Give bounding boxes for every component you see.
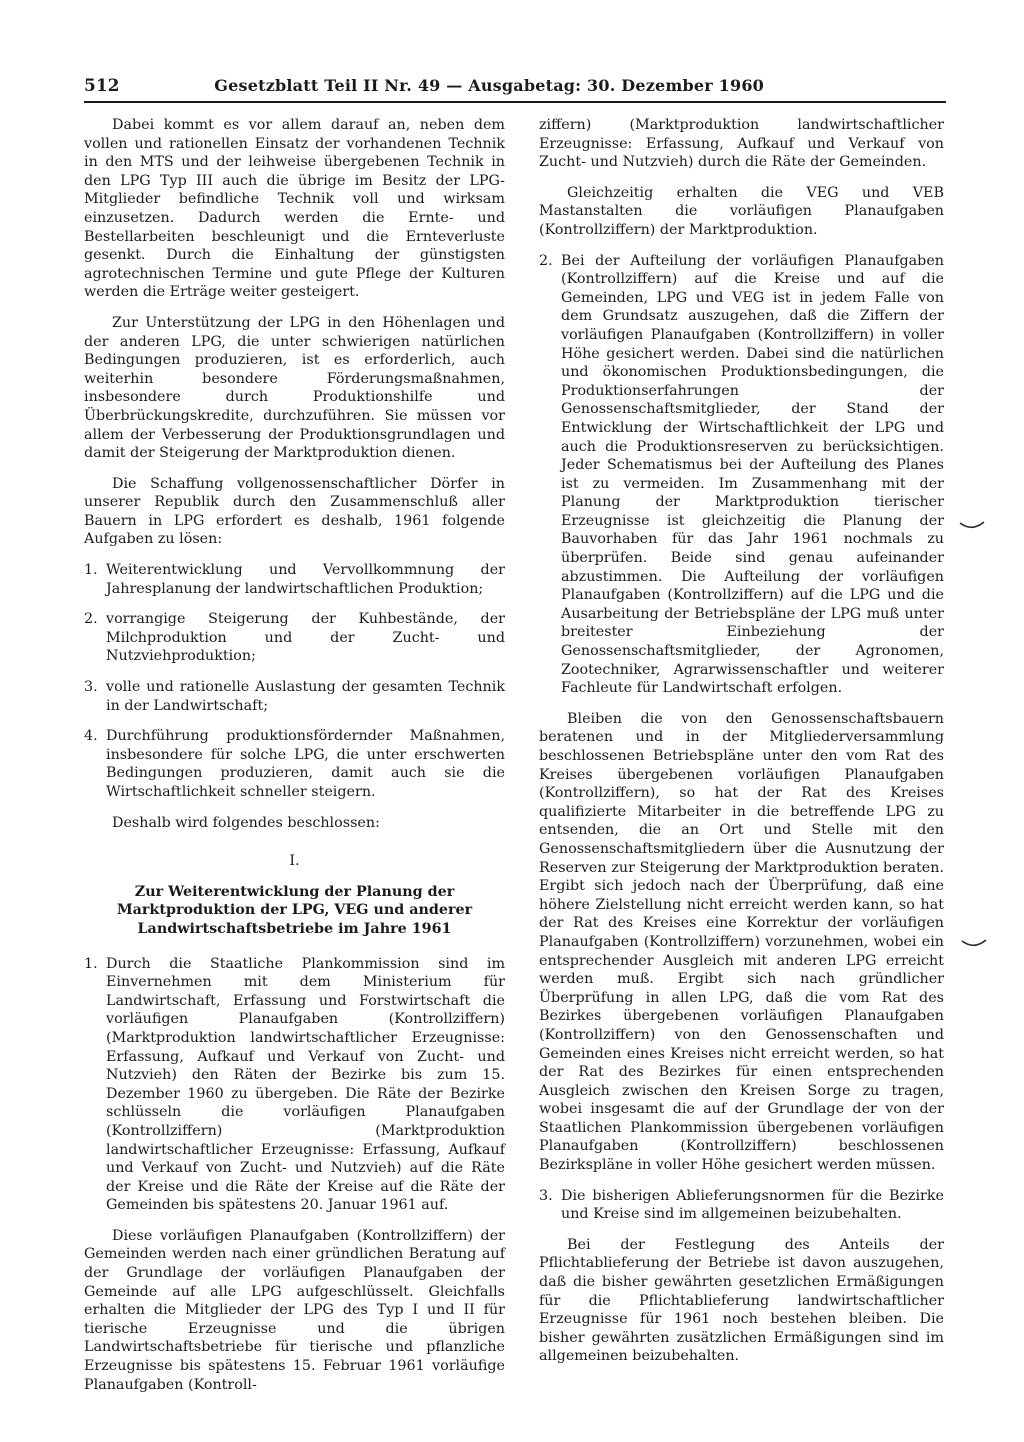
- section-heading: Zur Weiterentwicklung der Planung der Marktproduktion der LPG, VEG und anderer Landwirtschaftsbetriebe im Jahre 1961: [116, 883, 473, 937]
- provision-text: Bei der Aufteilung der vorläufigen Planaufgaben (Kontrollziffern) auf die Kreise und auf die Gemeinden, LPG und VEG ist in jedem Falle von dem Grundsatz auszugehen, daß die Ziffern der vorläufigen Planaufgaben (Kontrollziffern) in voller Höhe gesichert werden. Dabei sind die natürlichen und ökonomischen Produktionsbedingungen, die Produktionserfahrungen der Genossenschaftsmitglieder, der Stand der Entwicklung der Wirtschaftlichkeit der LPG und auch die Produktionsreserven zu berücksichtigen. Jeder Schematismus bei der Aufteilung des Planes ist zu vermeiden. Im Zusammenhang mit der Planung der Marktproduktion tierischer Erzeugnisse ist gleichzeitig die Planung der Bauvorhaben für das Jahr 1961 nochmals zu überprüfen. Beide sind genau aufeinander abzustimmen. Die Aufteilung der vorläufigen Planaufgaben (Kontrollziffern) auf die LPG und die Ausarbeitung der Betriebspläne der LPG muß unter breitester Einbeziehung der Genossenschaftsmitglieder, der Agronomen, Zootechniker, Agrarwissenschaftler und weiterer Fachleute für Landwirtschaft erfolgen.: [561, 252, 944, 697]
- paragraph: Bleiben die von den Genossenschaftsbauern beratenen und in der Mitgliederversammlung beschlossenen Betriebspläne unter den vom Rat des Kreises übergebenen vorläufigen Planaufgaben (Kontrollziffern), so hat der Rat des Kreises qualifizierte Mitarbeiter in die betreffende LPG zu entsenden, die an Ort und Stelle mit den Genossenschaftsmitgliedern über die Ausnutzung der Reserven zur Steigerung der Marktproduktion beraten. Ergibt sich jedoch nach der Überprüfung, daß eine höhere Zielstellung nicht erreicht werden kann, so hat der Rat des Kreises eine Korrektur der vorläufigen Planaufgaben (Kontrollziffern) vorzunehmen, wobei ein entsprechender Ausgleich mit anderen LPG erreicht werden muß. Ergibt sich nach gründlicher Überprüfung in allen LPG, daß die vom Rat des Bezirkes übergebenen vorläufigen Planaufgaben (Kontrollziffern) von den Genossenschaften und Gemeinden eines Kreises nicht erreicht werden, so hat der Rat des Bezirkes für einen entsprechenden Ausgleich zwischen den Kreisen Sorge zu tragen, wobei insgesamt die auf der Grundlage der von der Staatlichen Plankommission übergebenen vorläufigen Planaufgaben (Kontrollziffern) beschlossenen Bezirkspläne in voller Höhe gesichert werden müssen.: [539, 710, 944, 1174]
- list-item: [84, 610, 505, 666]
- provision-number: 2.: [539, 252, 553, 269]
- list-item: [84, 561, 505, 598]
- right-column: [539, 116, 944, 1378]
- numbered-provision: [539, 252, 944, 698]
- page-number: 512: [84, 76, 120, 96]
- left-column: [84, 116, 505, 1406]
- provision-number: 3.: [539, 1187, 553, 1204]
- list-item-text: vorrangige Steigerung der Kuhbestände, der Milchproduktion und der Zucht- und Nutzviehproduktion;: [106, 611, 505, 665]
- numbered-provision: [84, 955, 505, 1215]
- numbered-provision: [539, 1187, 944, 1224]
- list-item-text: Durchführung produktionsfördernder Maßnahmen, insbesondere für solche LPG, die unter erschwerten Bedingungen produzieren, damit auch sie die Wirtschaftlichkeit schneller steigern.: [106, 728, 505, 800]
- list-item: [84, 727, 505, 801]
- list-item-text: Weiterentwicklung und Vervollkommnung der Jahresplanung der landwirtschaftlichen Produktion;: [106, 562, 505, 597]
- header-rule: [84, 101, 946, 103]
- paragraph: Bei der Festlegung des Anteils der Pflichtablieferung der Betriebe ist davon auszugehen, daß die bisher gewährten gesetzlichen Ermäßigungen für die Pflichtablieferung landwirtschaftlicher Erzeugnisse für 1961 noch bestehen bleiben. Die bisher gewährten zusätzlichen Ermäßigungen sind im allgemeinen beizubehalten.: [539, 1236, 944, 1365]
- provision-text: Die bisherigen Ablieferungsnormen für die Bezirke und Kreise sind im allgemeinen beizubehalten.: [561, 1187, 944, 1223]
- paragraph: Diese vorläufigen Planaufgaben (Kontrollziffern) der Gemeinden werden nach einer gründlichen Beratung auf der Grundlage der vorläufigen Planaufgaben der Gemeinde auf alle LPG aufgeschlüsselt. Gleichfalls erhalten die Mitglieder der LPG des Typ I und II für tierische Erzeugnisse und die übrigen Landwirtschaftsbetriebe für tierische und pflanzliche Erzeugnisse bis spätestens 15. Februar 1961 vorläufige Planaufgaben (Kontroll-: [84, 1227, 505, 1393]
- paragraph: Die Schaffung vollgenossenschaftlicher Dörfer in unserer Republik durch den Zusammenschluß aller Bauern in LPG erfordert es deshalb, 1961 folgende Aufgaben zu lösen:: [84, 475, 505, 548]
- page-header: [84, 76, 764, 102]
- list-item-text: volle und rationelle Auslastung der gesamten Technik in der Landwirtschaft;: [106, 679, 505, 714]
- paragraph: Dabei kommt es vor allem darauf an, neben dem vollen und rationellen Einsatz der vorhandenen Technik in den MTS und der leihweise übergebenen Technik in den LPG Typ III auch die übrige im Besitz der LPG-Mitglieder befindliche Technik voll und wirksam einzusetzen. Dadurch werden die Ernte- und Bestellarbeiten beschleunigt und die Ernteverluste gesenkt. Durch die Einhaltung der günstigsten agrotechnischen Termine und gute Pflege der Kulturen werden die Erträge weiter gesteigert.: [84, 117, 505, 301]
- margin-mark-icon: [960, 938, 988, 950]
- provision-text: Durch die Staatliche Plankommission sind im Einvernehmen mit dem Ministerium für Landwirtschaft, Erfassung und Forstwirtschaft die vorläufigen Planaufgaben (Kontrollziffern) (Marktproduktion landwirtschaftlicher Erzeugnisse: Erfassung, Aufkauf und Verkauf von Zucht- und Nutzvieh) den Räten der Bezirke bis zum 15. Dezember 1960 zu übergeben. Die Räte der Bezirke schlüsseln die vorläufigen Planaufgaben (Kontrollziffern) (Marktproduktion landwirtschaftlicher Erzeugnisse: Erfassung, Aufkauf und Verkauf von Zucht- und Nutzvieh) auf die Räte der Kreise und die Räte der Kreise auf die Räte der Gemeinden bis spätestens 20. Januar 1961 auf.: [106, 955, 505, 1214]
- margin-mark-icon: [958, 520, 986, 532]
- paragraph: Gleichzeitig erhalten die VEG und VEB Mastanstalten die vorläufigen Planaufgaben (Kontrollziffern) der Marktproduktion.: [539, 184, 944, 238]
- list-item: [84, 678, 505, 715]
- list-item-number: 1.: [84, 562, 98, 579]
- paragraph: Zur Unterstützung der LPG in den Höhenlagen und der anderen LPG, die unter schwierigen natürlichen Bedingungen produzieren, ist es erforderlich, auch weiterhin besondere Förderungsmaßnahmen, insbesondere durch Produktionshilfe und Überbrückungskredite, durchzuführen. Sie müssen vor allem der Verbesserung der Produktionsgrundlagen und damit der Steigerung der Marktproduktion dienen.: [84, 314, 505, 462]
- paragraph: ziffern) (Marktproduktion landwirtschaftlicher Erzeugnisse: Erfassung, Aufkauf und Verkauf von Zucht- und Nutzvieh) durch die Räte der Gemeinden.: [539, 117, 944, 171]
- paragraph: Deshalb wird folgendes beschlossen:: [112, 814, 380, 831]
- header-title: Gesetzblatt Teil II Nr. 49 — Ausgabetag: 30. Dezember 1960: [214, 76, 764, 95]
- provision-number: 1.: [84, 955, 98, 972]
- section-number: I.: [289, 853, 300, 870]
- list-item-number: 3.: [84, 679, 98, 696]
- list-item-number: 4.: [84, 728, 98, 745]
- list-item-number: 2.: [84, 611, 98, 628]
